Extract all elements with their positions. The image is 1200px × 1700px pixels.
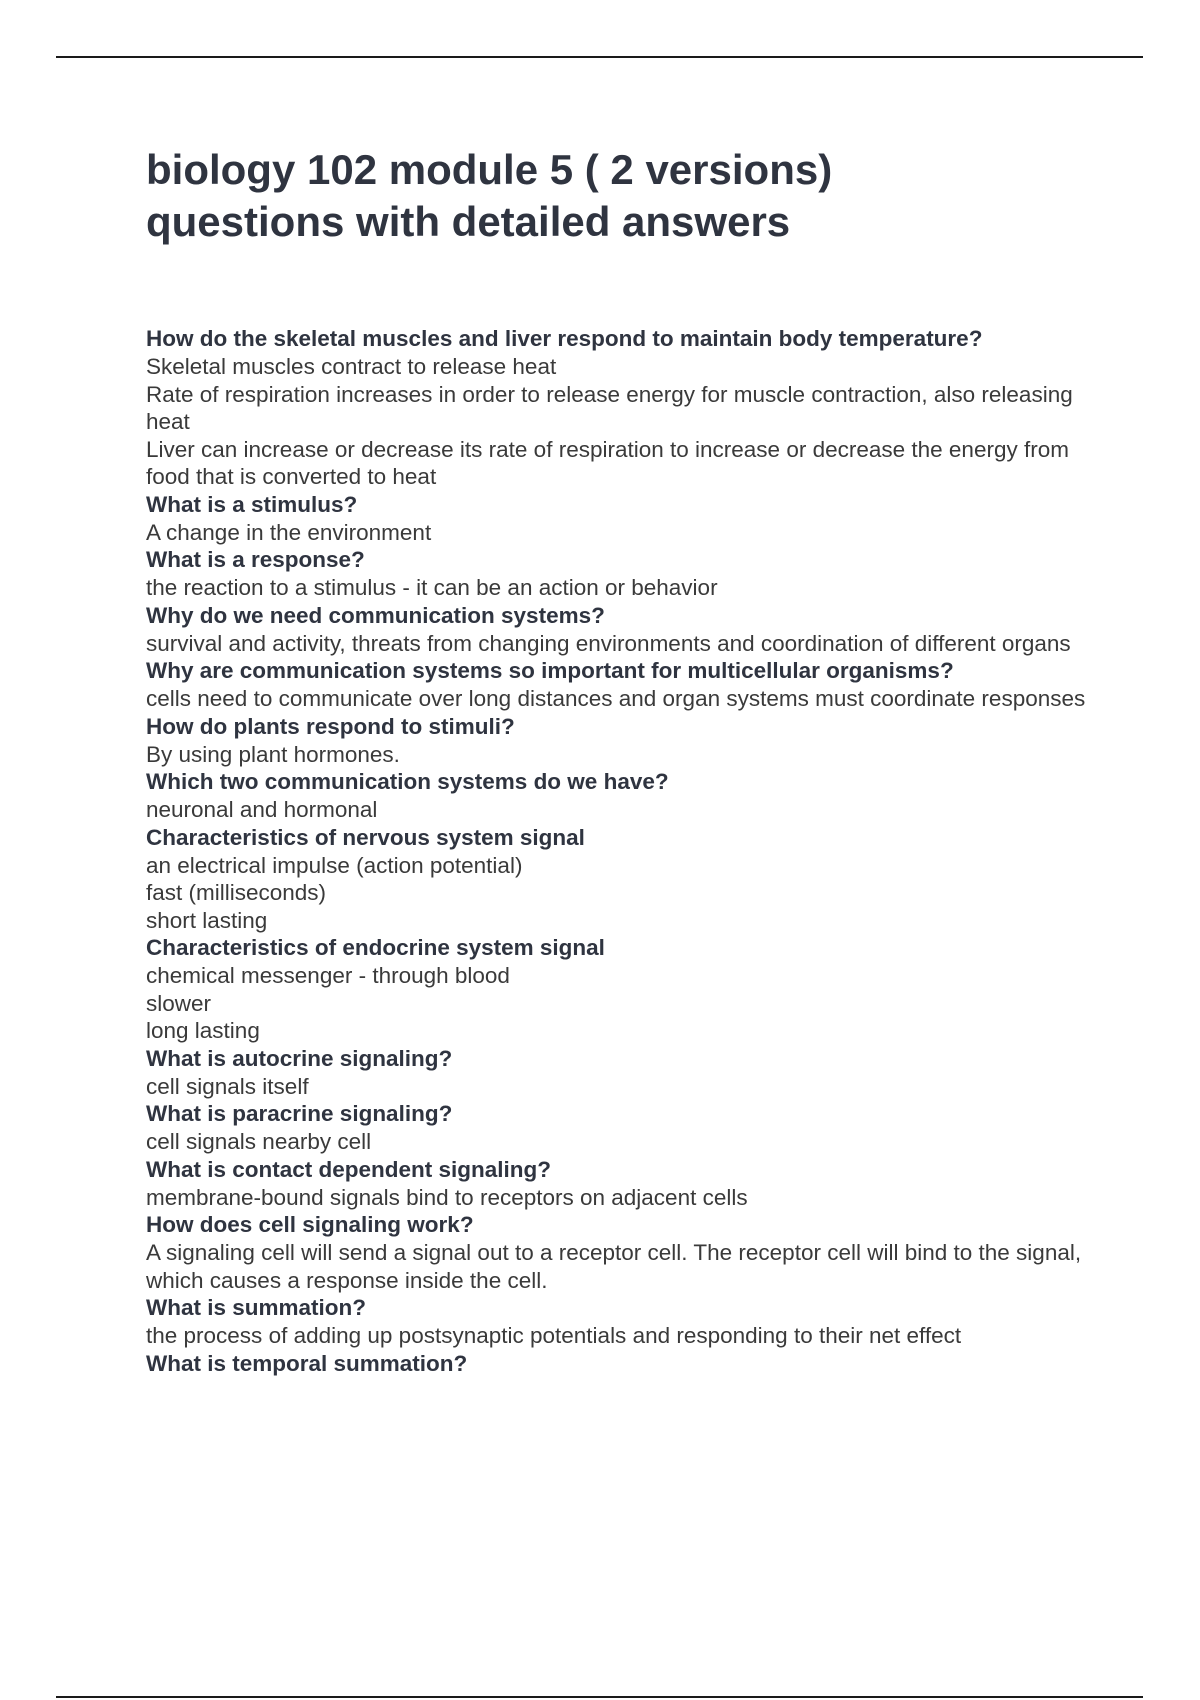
answer-text: A signaling cell will send a signal out to a receptor cell. The receptor cell will bind to the signal, which causes a response inside the cell.	[146, 1240, 1082, 1293]
answer-text: Skeletal muscles contract to release heat	[146, 354, 557, 379]
answer-text: Rate of respiration increases in order to release energy for muscle contraction, also releasing heat	[146, 381, 1073, 434]
answer-text: survival and activity, threats from changing environments and coordination of different organs	[146, 630, 1071, 656]
question-text: How does cell signaling work?	[146, 1212, 474, 1237]
question-text: How do plants respond to stimuli?	[146, 713, 515, 739]
qa-item	[146, 602, 1096, 658]
qa-item	[146, 546, 1096, 602]
answer-text: short lasting	[146, 907, 268, 933]
question-text: What is autocrine signaling?	[146, 1045, 453, 1071]
qa-item	[146, 1294, 1096, 1350]
answer-text: By using plant hormones.	[146, 741, 400, 767]
qa-item	[146, 768, 1096, 824]
question-text: What is paracrine signaling?	[146, 1101, 453, 1126]
bottom-divider	[56, 1696, 1143, 1698]
qa-item	[146, 1100, 1096, 1156]
question-text: Characteristics of nervous system signal	[146, 824, 585, 850]
answer-text: membrane-bound signals bind to receptors on adjacent cells	[146, 1184, 748, 1210]
answer-text: A change in the environment	[146, 519, 432, 545]
question-text: What is a stimulus?	[146, 491, 358, 517]
question-text: How do the skeletal muscles and liver respond to maintain body temperature?	[146, 326, 983, 351]
top-divider	[56, 56, 1143, 58]
qa-item	[146, 491, 1096, 547]
answer-text: slower	[146, 990, 212, 1016]
answer-text: the reaction to a stimulus - it can be an action or behavior	[146, 575, 718, 600]
title-line-2: questions with detailed answers	[146, 198, 791, 245]
question-text: What is contact dependent signaling?	[146, 1156, 552, 1182]
question-text: Which two communication systems do we have?	[146, 769, 669, 794]
qa-item	[146, 934, 1096, 1045]
question-text: Characteristics of endocrine system signal	[146, 935, 605, 960]
qa-item	[146, 325, 1096, 491]
answer-text: the process of adding up postsynaptic potentials and responding to their net effect	[146, 1323, 962, 1348]
question-text: Why are communication systems so important for multicellular organisms?	[146, 658, 954, 683]
title-line-1: biology 102 module 5 ( 2 versions)	[146, 146, 833, 193]
answer-text: cells need to communicate over long distances and organ systems must coordinate responses	[146, 686, 1086, 711]
qa-item	[146, 1211, 1096, 1294]
page-title	[146, 144, 1046, 248]
answer-text: neuronal and hormonal	[146, 797, 378, 822]
qa-item	[146, 824, 1096, 935]
qa-item	[146, 1156, 1096, 1212]
answer-text: cell signals nearby cell	[146, 1129, 372, 1154]
question-text: Why do we need communication systems?	[146, 602, 605, 628]
answer-text: cell signals itself	[146, 1073, 309, 1099]
qa-item	[146, 657, 1096, 713]
qa-item	[146, 1045, 1096, 1101]
answer-text: fast (milliseconds)	[146, 880, 327, 905]
qa-item	[146, 1350, 1096, 1378]
answer-text: Liver can increase or decrease its rate of respiration to increase or decrease the energy from food that is converted to heat	[146, 436, 1069, 489]
answer-text: chemical messenger - through blood	[146, 963, 510, 988]
answer-text: an electrical impulse (action potential)	[146, 852, 523, 878]
question-text: What is summation?	[146, 1295, 367, 1320]
question-text: What is a response?	[146, 547, 365, 572]
question-text: What is temporal summation?	[146, 1350, 468, 1376]
answer-text: long lasting	[146, 1018, 260, 1043]
qa-item	[146, 713, 1096, 769]
question-answer-list	[146, 325, 1096, 1378]
